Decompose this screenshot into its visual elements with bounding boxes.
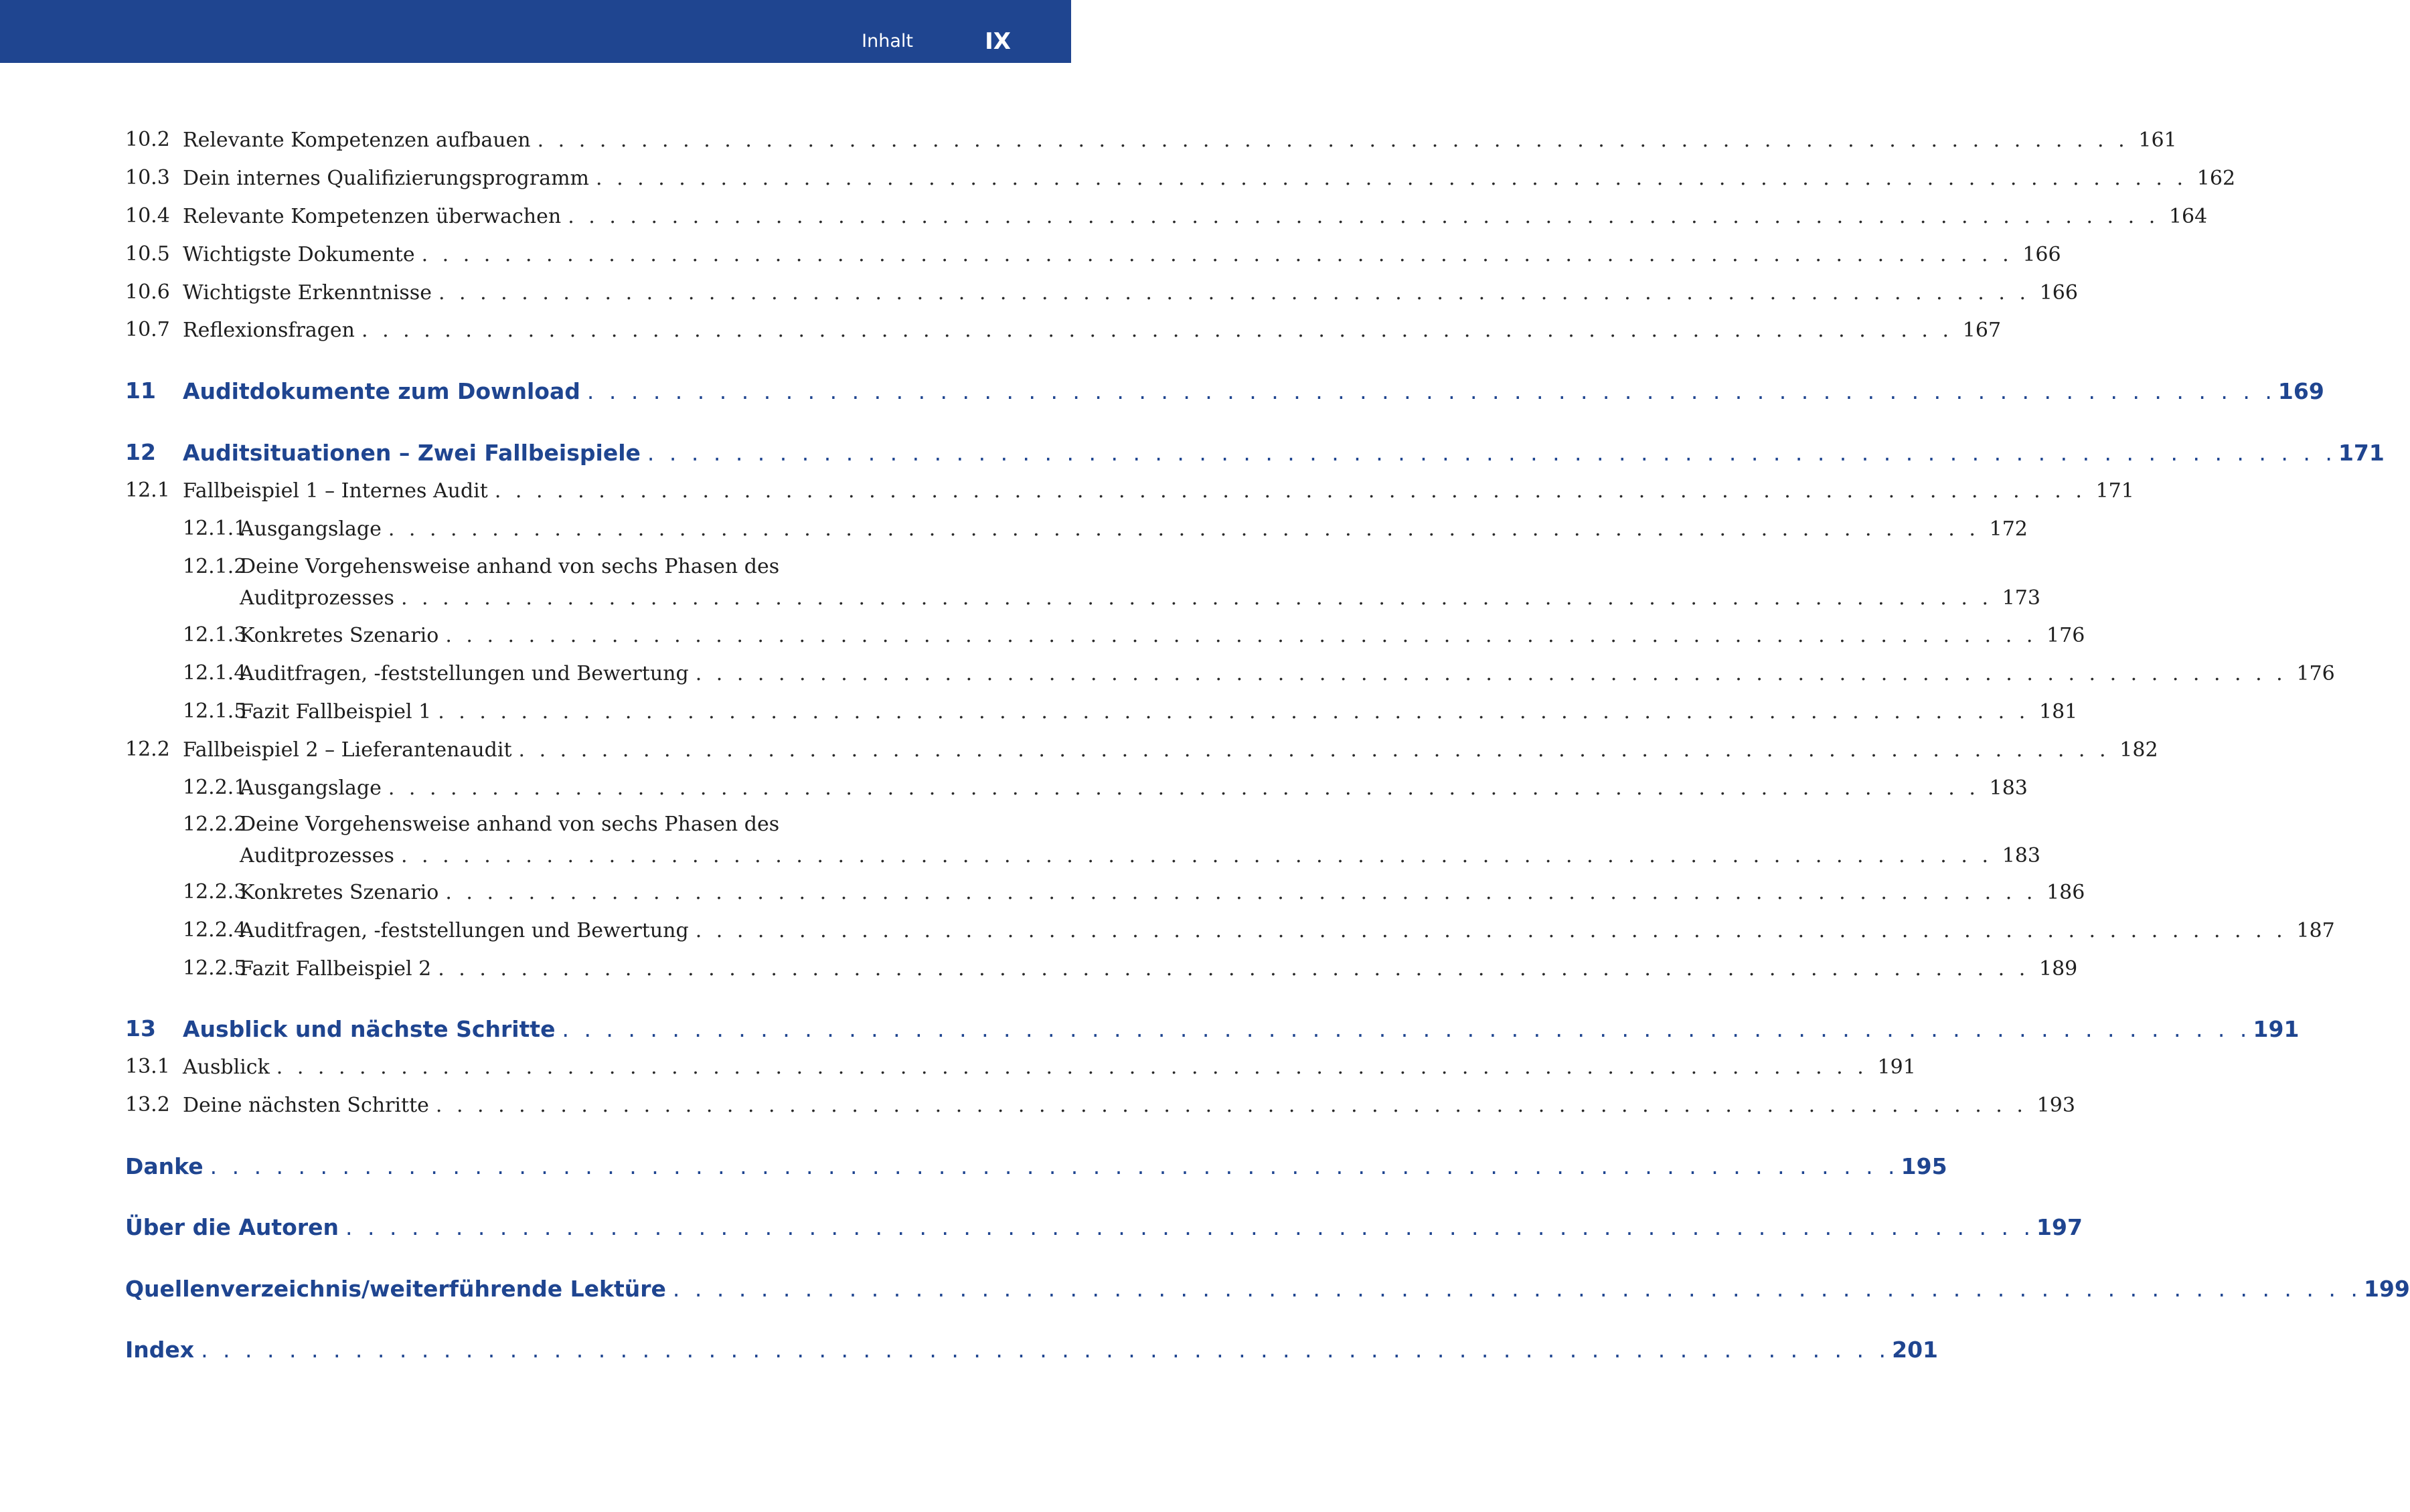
toc-number: 12.1.4 [183, 661, 247, 685]
dot-leader: . . . . . . . . . . . . . . . . . . . . . . . . . . . . . . . . . . . . . . . . . . . . . . . . . . . . . . . . . . . . . . . . . . . . . . . . . . . . . [388, 517, 1980, 541]
running-header-section: Inhalt [862, 31, 913, 52]
toc-title-line1: Deine Vorgehensweise anhand von sechs Phasen des [240, 555, 780, 578]
toc-title: Auditfragen, -feststellungen und Bewertung [240, 918, 689, 942]
toc-entry-12-2-1[interactable] [0, 772, 2028, 803]
dot-leader: . . . . . . . . . . . . . . . . . . . . . . . . . . . . . . . . . . . . . . . . . . . . . . . . . . . . . . . . . . . . . . . . . . . . . . . . . . . . . [438, 280, 2030, 305]
dot-leader: . . . . . . . . . . . . . . . . . . . . . . . . . . . . . . . . . . . . . . . . . . . . . . . . . . . . . . . . . . . . . . . . . . . . . . . . . . . . . [695, 661, 2287, 685]
toc-page: 187 [2296, 918, 2335, 942]
toc-entry-10-6[interactable] [0, 277, 2078, 308]
dot-leader: . . . . . . . . . . . . . . . . . . . . . . . . . . . . . . . . . . . . . . . . . . . . . . . . . . . . . . . . . . . . . . . . . . . . . . . . . . . . . [345, 1213, 2034, 1240]
toc-chapter-12[interactable] [0, 437, 2385, 468]
dot-leader: . . . . . . . . . . . . . . . . . . . . . . . . . . . . . . . . . . . . . . . . . . . . . . . . . . . . . . . . . . . . . . . . . . . . . . . . . . . . . [276, 1055, 1868, 1079]
dot-leader: . . . . . . . . . . . . . . . . . . . . . . . . . . . . . . . . . . . . . . . . . . . . . . . . . . . . . . . . . . . . . . . . . . . . . . . . . . . . . [388, 776, 1980, 800]
toc-entry-12-1-5[interactable] [0, 696, 2078, 727]
dot-leader: . . . . . . . . . . . . . . . . . . . . . . . . . . . . . . . . . . . . . . . . . . . . . . . . . . . . . . . . . . . . . . . . . . . . . . . . . . . . . [210, 1153, 1899, 1179]
toc-entry-12-2-3[interactable] [0, 877, 2085, 908]
toc-entry-12-2-2[interactable] [0, 809, 2040, 871]
toc-page: 171 [2338, 439, 2385, 466]
dot-leader: . . . . . . . . . . . . . . . . . . . . . . . . . . . . . . . . . . . . . . . . . . . . . . . . . . . . . . . . . . . . . . . . . . . . . . . . . . . . . [537, 128, 2129, 152]
toc-page: 176 [2296, 661, 2335, 685]
toc-page: 183 [1989, 776, 2028, 800]
toc-title: Auditfragen, -feststellungen und Bewertung [240, 661, 689, 685]
toc-chapter-quellen[interactable] [0, 1273, 2410, 1304]
toc-title: Fazit Fallbeispiel 2 [240, 956, 432, 981]
toc-entry-12-1-2[interactable] [0, 552, 2040, 613]
toc-number: 12.2.5 [183, 956, 247, 980]
toc-entry-12-1-4[interactable] [0, 658, 2335, 689]
toc-number: 10.5 [125, 242, 170, 266]
toc-title: Konkretes Szenario [240, 880, 439, 904]
dot-leader: . . . . . . . . . . . . . . . . . . . . . . . . . . . . . . . . . . . . . . . . . . . . . . . . . . . . . . . . . . . . . . . . . . . . . . . . . . . . . [445, 880, 2037, 904]
dot-leader: . . . . . . . . . . . . . . . . . . . . . . . . . . . . . . . . . . . . . . . . . . . . . . . . . . . . . . . . . . . . . . . . . . . . . . . . . . . . . [438, 699, 2030, 724]
toc-title: Relevante Kompetenzen aufbauen [183, 128, 531, 152]
toc-page: 169 [2277, 377, 2324, 404]
toc-page: 189 [2039, 956, 2078, 981]
toc-title: Ausgangslage [240, 776, 382, 800]
toc-number: 12.1.2 [183, 555, 247, 578]
dot-leader: . . . . . . . . . . . . . . . . . . . . . . . . . . . . . . . . . . . . . . . . . . . . . . . . . . . . . . . . . . . . . . . . . . . . . . . . . . . . . [435, 1093, 2027, 1117]
toc-title: Deine nächsten Schritte [183, 1093, 429, 1117]
toc-entry-10-7[interactable] [0, 315, 2002, 345]
toc-title: Auditdokumente zum Download [183, 377, 580, 404]
toc-page: 161 [2138, 128, 2177, 152]
dot-leader: . . . . . . . . . . . . . . . . . . . . . . . . . . . . . . . . . . . . . . . . . . . . . . . . . . . . . . . . . . . . . . . . . . . . . . . . . . . . . [695, 918, 2287, 942]
toc-title-line2: Auditprozesses [240, 586, 394, 610]
toc-title: Reflexionsfragen [183, 318, 355, 342]
toc-page: 191 [1877, 1055, 1916, 1079]
dot-leader: . . . . . . . . . . . . . . . . . . . . . . . . . . . . . . . . . . . . . . . . . . . . . . . . . . . . . . . . . . . . . . . . . . . . . . . . . . . . . [647, 439, 2336, 466]
toc-title: Wichtigste Erkenntnisse [183, 280, 432, 305]
toc-chapter-autoren[interactable] [0, 1211, 2083, 1242]
toc-page: 195 [1901, 1153, 1947, 1179]
toc-page: 167 [1962, 318, 2002, 342]
toc-title: Dein internes Qualifizierungsprogramm [183, 166, 590, 190]
dot-leader: . . . . . . . . . . . . . . . . . . . . . . . . . . . . . . . . . . . . . . . . . . . . . . . . . . . . . . . . . . . . . . . . . . . . . . . . . . . . . [672, 1275, 2362, 1302]
toc-title: Index [125, 1336, 195, 1363]
toc-page: 171 [2095, 479, 2134, 503]
toc-entry-10-4[interactable] [0, 201, 2208, 232]
toc-number: 11 [125, 377, 156, 404]
dot-leader: . . . . . . . . . . . . . . . . . . . . . . . . . . . . . . . . . . . . . . . . . . . . . . . . . . . . . . . . . . . . . . . . . . . . . . . . . . . . . [201, 1336, 1890, 1363]
toc-page: 181 [2039, 699, 2078, 724]
toc-page: 166 [2022, 242, 2061, 266]
toc-page: 191 [2253, 1015, 2300, 1042]
toc-page: 183 [2002, 843, 2040, 867]
toc-number: 12.1.1 [183, 517, 247, 540]
toc-chapter-11[interactable] [0, 375, 2324, 406]
toc-entry-10-5[interactable] [0, 239, 2061, 270]
toc-page: 201 [1892, 1336, 1938, 1363]
toc-number: 12.2.2 [183, 813, 247, 836]
toc-page: 197 [2036, 1213, 2083, 1240]
toc-entry-10-3[interactable] [0, 163, 2236, 193]
page-number: IX [985, 28, 1011, 55]
toc-title: Ausblick und nächste Schritte [183, 1015, 556, 1042]
toc-number: 10.3 [125, 166, 170, 189]
toc-page: 199 [2363, 1275, 2410, 1302]
toc-number: 12.2 [125, 738, 170, 761]
toc-title: Wichtigste Dokumente [183, 242, 415, 266]
toc-page: 176 [2046, 623, 2085, 647]
toc-title: Konkretes Szenario [240, 623, 439, 647]
toc-page: 172 [1989, 517, 2028, 541]
dot-leader: . . . . . . . . . . . . . . . . . . . . . . . . . . . . . . . . . . . . . . . . . . . . . . . . . . . . . . . . . . . . . . . . . . . . . . . . . . . . . [445, 623, 2037, 647]
toc-title: Fallbeispiel 1 – Internes Audit [183, 479, 488, 503]
toc-number: 10.6 [125, 280, 170, 304]
toc-title: Ausgangslage [240, 517, 382, 541]
toc-number: 10.2 [125, 128, 170, 151]
dot-leader: . . . . . . . . . . . . . . . . . . . . . . . . . . . . . . . . . . . . . . . . . . . . . . . . . . . . . . . . . . . . . . . . . . . . . . . . . . . . . [362, 318, 1953, 342]
dot-leader: . . . . . . . . . . . . . . . . . . . . . . . . . . . . . . . . . . . . . . . . . . . . . . . . . . . . . . . . . . . . . . . . . . . . . . . . . . . . . [518, 738, 2110, 762]
toc-chapter-13[interactable] [0, 1013, 2300, 1044]
toc-title: Fazit Fallbeispiel 1 [240, 699, 432, 724]
toc-page: 164 [2168, 204, 2208, 228]
toc-number: 12.2.3 [183, 880, 247, 904]
toc-entry-12-1-3[interactable] [0, 620, 2085, 651]
toc-entry-12-2-5[interactable] [0, 953, 2078, 984]
toc-number: 10.4 [125, 204, 170, 228]
dot-leader: . . . . . . . . . . . . . . . . . . . . . . . . . . . . . . . . . . . . . . . . . . . . . . . . . . . . . . . . . . . . . . . . . . . . . . . . . . . . . [494, 479, 2086, 503]
toc-title-line2: Auditprozesses [240, 843, 394, 867]
toc-number: 12 [125, 439, 156, 465]
toc-page: 162 [2196, 166, 2236, 190]
toc-entry-13-1[interactable] [0, 1052, 1916, 1082]
dot-leader: . . . . . . . . . . . . . . . . . . . . . . . . . . . . . . . . . . . . . . . . . . . . . . . . . . . . . . . . . . . . . . . . . . . . . . . . . . . . . [438, 956, 2030, 981]
toc-number: 12.1 [125, 479, 170, 502]
toc-entry-12-1-1[interactable] [0, 513, 2028, 544]
toc-title: Relevante Kompetenzen überwachen [183, 204, 562, 228]
toc-entry-13-2[interactable] [0, 1090, 2075, 1120]
toc-page: 173 [2002, 586, 2040, 610]
toc-number: 13 [125, 1015, 156, 1041]
dot-leader: . . . . . . . . . . . . . . . . . . . . . . . . . . . . . . . . . . . . . . . . . . . . . . . . . . . . . . . . . . . . . . . . . . . . . . . . . . . . . [596, 166, 2188, 190]
toc-title-line1: Deine Vorgehensweise anhand von sechs Phasen des [240, 813, 780, 836]
toc-number: 12.1.5 [183, 699, 247, 723]
toc-number: 12.2.1 [183, 776, 247, 799]
toc-title: Fallbeispiel 2 – Lieferantenaudit [183, 738, 512, 762]
toc-title: Danke [125, 1153, 204, 1179]
toc-title: Auditsituationen – Zwei Fallbeispiele [183, 439, 641, 466]
toc-page: 193 [2036, 1093, 2075, 1117]
toc-title: Quellenverzeichnis/weiterführende Lektüre [125, 1275, 666, 1302]
dot-leader: . . . . . . . . . . . . . . . . . . . . . . . . . . . . . . . . . . . . . . . . . . . . . . . . . . . . . . . . . . . . . . . . . . . . . . . . . . . . . [562, 1015, 2251, 1042]
toc-title: Über die Autoren [125, 1213, 339, 1240]
dot-leader: . . . . . . . . . . . . . . . . . . . . . . . . . . . . . . . . . . . . . . . . . . . . . . . . . . . . . . . . . . . . . . . . . . . . . . . . . . . . . [400, 843, 1992, 867]
toc-page: 186 [2046, 880, 2085, 904]
toc-number: 12.2.4 [183, 918, 247, 942]
toc-page: 182 [2119, 738, 2158, 762]
toc-chapter-index[interactable] [0, 1334, 1938, 1365]
toc-number: 10.7 [125, 318, 170, 341]
toc-number: 13.1 [125, 1055, 170, 1078]
toc-number: 12.1.3 [183, 623, 247, 647]
toc-title: Ausblick [183, 1055, 270, 1079]
toc-page: 166 [2039, 280, 2078, 305]
toc-entry-12-2-4[interactable] [0, 915, 2335, 946]
dot-leader: . . . . . . . . . . . . . . . . . . . . . . . . . . . . . . . . . . . . . . . . . . . . . . . . . . . . . . . . . . . . . . . . . . . . . . . . . . . . . [568, 204, 2160, 228]
toc-number: 13.2 [125, 1093, 170, 1116]
toc-entry-12-2[interactable] [0, 734, 2158, 765]
dot-leader: . . . . . . . . . . . . . . . . . . . . . . . . . . . . . . . . . . . . . . . . . . . . . . . . . . . . . . . . . . . . . . . . . . . . . . . . . . . . . [400, 586, 1992, 610]
dot-leader: . . . . . . . . . . . . . . . . . . . . . . . . . . . . . . . . . . . . . . . . . . . . . . . . . . . . . . . . . . . . . . . . . . . . . . . . . . . . . [421, 242, 2013, 266]
toc-chapter-danke[interactable] [0, 1151, 1947, 1181]
toc-entry-12-1[interactable] [0, 475, 2134, 506]
toc-entry-10-2[interactable] [0, 124, 2177, 155]
dot-leader: . . . . . . . . . . . . . . . . . . . . . . . . . . . . . . . . . . . . . . . . . . . . . . . . . . . . . . . . . . . . . . . . . . . . . . . . . . . . . [586, 377, 2276, 404]
